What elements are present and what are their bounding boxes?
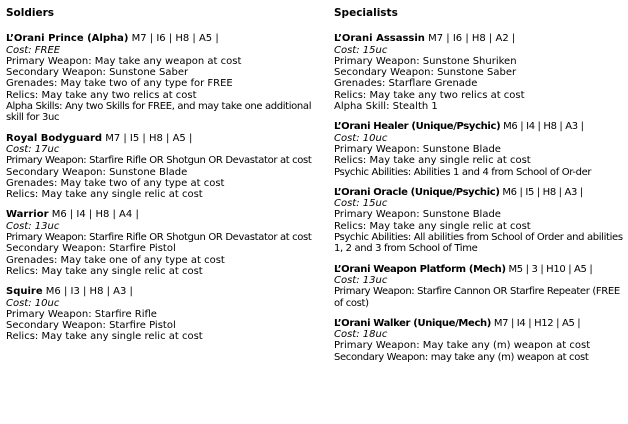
soldiers-column bbox=[6, 8, 316, 352]
unit-name: L’Orani Walker (Unique/Mech) bbox=[334, 317, 492, 329]
unit-line: Primary Weapon: Starfire Cannon OR Starfire Repeater (FREE of cost) bbox=[334, 286, 620, 309]
unit-stats: M5 | 3 | H10 | A5 | bbox=[505, 263, 593, 275]
unit-line: Secondary Weapon: may take any (m) weapon at cost bbox=[334, 351, 589, 363]
unit-royal-bodyguard bbox=[6, 133, 316, 201]
unit-line: Secondary Weapon: Starfire Pistol bbox=[6, 320, 176, 332]
unit-cost: Cost: 13uc bbox=[334, 274, 388, 286]
unit-name: L’Orani Oracle (Unique/Psychic) bbox=[334, 186, 500, 198]
unit-cost: Cost: 13uc bbox=[6, 220, 60, 232]
unit-header bbox=[6, 286, 316, 297]
unit-line: Primary Weapon: May take any (m) weapon at cost bbox=[334, 340, 591, 352]
unit-header bbox=[334, 318, 626, 329]
unit-name: L’Orani Healer (Unique/Psychic) bbox=[334, 121, 501, 133]
unit-cost: Cost: 18uc bbox=[334, 329, 388, 341]
unit-warrior bbox=[6, 209, 316, 277]
unit-line: Primary Weapon: Sunstone Blade bbox=[334, 143, 501, 155]
unit-line: Relics: May take any single relic at cost bbox=[334, 155, 531, 167]
unit-line: Grenades: May take one of any type at cost bbox=[6, 254, 225, 266]
unit-header bbox=[6, 209, 316, 220]
unit-line: Relics: May take any single relic at cost bbox=[6, 189, 203, 201]
unit-line: Primary Weapon: May take any weapon at cost bbox=[6, 55, 242, 67]
unit-name: L’Orani Prince (Alpha) bbox=[6, 33, 129, 45]
unit-line: Relics: May take any single relic at cost bbox=[334, 220, 531, 232]
unit-name: Warrior bbox=[6, 209, 49, 221]
unit-line: Primary Weapon: Sunstone Blade bbox=[334, 209, 501, 221]
unit-line: Primary Weapon: Starfire Rifle bbox=[6, 308, 157, 320]
unit-stats: M6 | I3 | H8 | A3 | bbox=[42, 286, 133, 298]
unit-name: L’Orani Assassin bbox=[334, 33, 425, 45]
unit-line: Relics: May take any single relic at cost bbox=[6, 331, 203, 343]
unit-healer bbox=[334, 121, 626, 177]
unit-stats: M7 | I6 | H8 | A5 | bbox=[128, 33, 219, 45]
unit-stats: M7 | I4 | H12 | A5 | bbox=[491, 317, 581, 329]
unit-header bbox=[334, 264, 626, 275]
unit-line: Relics: May take any two relics at cost bbox=[334, 89, 525, 101]
unit-header bbox=[334, 121, 626, 132]
unit-stats: M6 | I4 | H8 | A4 | bbox=[48, 209, 139, 221]
unit-line: Secondary Weapon: Sunstone Blade bbox=[6, 166, 188, 178]
unit-line: Alpha Skills: Any two Skills for FREE, and may take one additional skill for 3uc bbox=[6, 101, 312, 124]
unit-oracle bbox=[334, 187, 626, 255]
unit-name: L’Orani Weapon Platform (Mech) bbox=[334, 263, 506, 275]
unit-header bbox=[6, 133, 316, 144]
unit-cost: Cost: FREE bbox=[6, 44, 61, 56]
unit-prince bbox=[6, 33, 316, 123]
unit-walker bbox=[334, 318, 626, 363]
unit-header bbox=[334, 187, 626, 198]
unit-line: Psychic Abilities: All abilities from School of Order and abilities 1, 2 and 3 from School of Time bbox=[334, 232, 623, 255]
unit-line: Relics: May take any single relic at cost bbox=[6, 265, 203, 277]
unit-name: Royal Bodyguard bbox=[6, 132, 103, 144]
unit-name: Squire bbox=[6, 286, 43, 298]
unit-cost: Cost: 15uc bbox=[334, 44, 388, 56]
specialists-heading: Specialists bbox=[334, 7, 398, 19]
specialists-column bbox=[334, 8, 626, 372]
unit-stats: M7 | I5 | H8 | A5 | bbox=[102, 132, 193, 144]
unit-line: Relics: May take any two relics at cost bbox=[6, 89, 197, 101]
unit-stats: M6 | I5 | H8 | A3 | bbox=[499, 186, 583, 198]
unit-cost: Cost: 10uc bbox=[6, 297, 60, 309]
unit-cost: Cost: 15uc bbox=[334, 198, 388, 210]
unit-squire bbox=[6, 286, 316, 342]
unit-cost: Cost: 17uc bbox=[6, 143, 60, 155]
unit-header bbox=[334, 33, 626, 44]
unit-line: Primary Weapon: Sunstone Shuriken bbox=[334, 55, 517, 67]
unit-line: Secondary Weapon: Sunstone Saber bbox=[6, 67, 189, 79]
unit-line: Primary Weapon: Starfire Rifle OR Shotgun OR Devastator at cost bbox=[6, 155, 312, 167]
unit-line: Alpha Skill: Stealth 1 bbox=[334, 101, 438, 113]
unit-stats: M6 | I4 | H8 | A3 | bbox=[500, 121, 584, 133]
unit-line: Secondary Weapon: Starfire Pistol bbox=[6, 243, 176, 255]
unit-cost: Cost: 10uc bbox=[334, 132, 388, 144]
unit-header bbox=[6, 33, 316, 44]
unit-stats: M7 | I6 | H8 | A2 | bbox=[424, 33, 516, 45]
unit-assassin bbox=[334, 33, 626, 112]
soldiers-heading: Soldiers bbox=[6, 7, 55, 19]
unit-line: Secondary Weapon: Sunstone Saber bbox=[334, 67, 517, 79]
unit-line: Primary Weapon: Starfire Rifle OR Shotgun OR Devastator at cost bbox=[6, 232, 312, 244]
unit-line: Psychic Abilities: Abilities 1 and 4 from School of Or-der bbox=[334, 166, 592, 178]
unit-line: Grenades: May take two of any type for FREE bbox=[6, 78, 233, 90]
unit-line: Grenades: May take two of any type at cost bbox=[6, 177, 225, 189]
unit-line: Grenades: Starflare Grenade bbox=[334, 78, 478, 90]
unit-weapon-platform bbox=[334, 264, 626, 309]
